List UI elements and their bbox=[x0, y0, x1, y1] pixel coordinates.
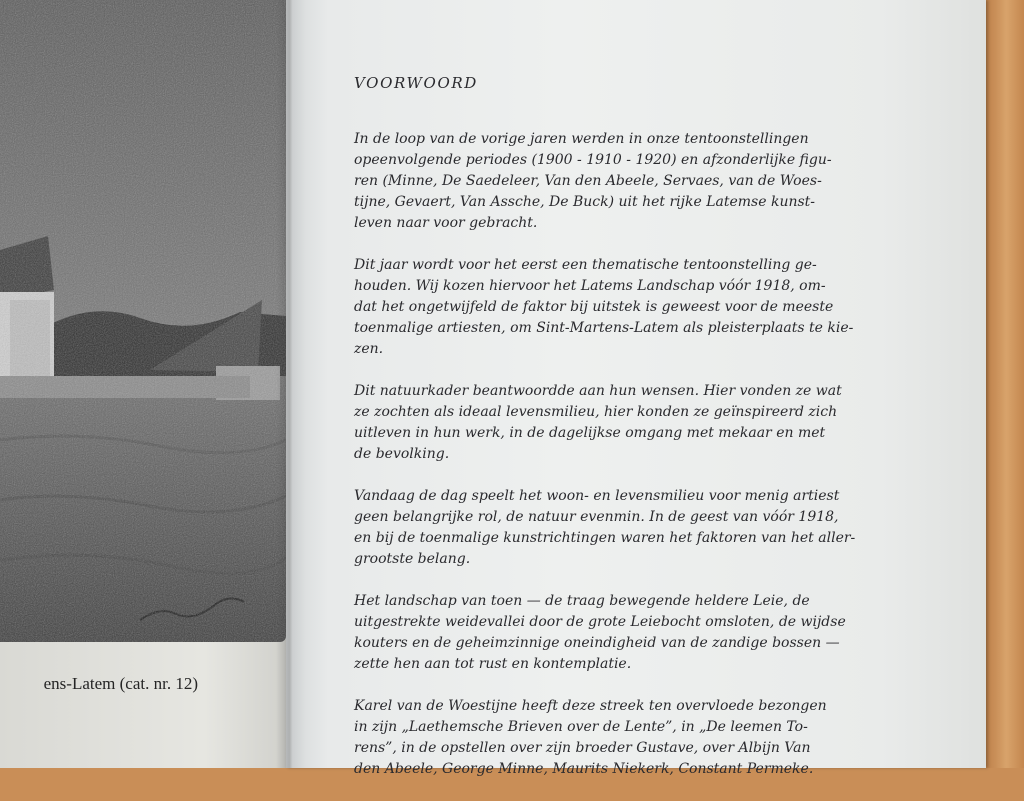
text-line: kouters en de geheimzinnige oneindigheid van de zandige bossen — bbox=[354, 635, 840, 651]
text-line: In de loop van de vorige jaren werden in onze tentoonstellingen bbox=[354, 131, 809, 147]
text-line: Dit natuurkader beantwoordde aan hun wensen. Hier vonden ze wat bbox=[354, 383, 842, 399]
page-heading: VOORWOORD bbox=[354, 74, 478, 92]
paragraph bbox=[354, 591, 890, 675]
caption-text: ens-Latem (cat. nr. 12) bbox=[43, 674, 198, 693]
paragraph bbox=[354, 129, 890, 234]
wooden-table bbox=[980, 0, 1024, 768]
text-line: den Abeele, George Minne, Maurits Niekerk, Constant Permeke. bbox=[354, 761, 814, 777]
text-line: de bevolking. bbox=[354, 446, 450, 462]
text-line: opeenvolgende periodes (1900 - 1910 - 1920) en afzonderlijke figu- bbox=[354, 152, 832, 168]
text-line: zen. bbox=[354, 341, 384, 357]
text-line: tijne, Gevaert, Van Assche, De Buck) uit het rijke Latemse kunst- bbox=[354, 194, 816, 210]
text-line: Vandaag de dag speelt het woon- en levensmilieu voor menig artiest bbox=[354, 488, 840, 504]
photo-caption bbox=[0, 672, 290, 698]
text-line: dat het ongetwijfeld de faktor bij uitstek is geweest voor de meeste bbox=[354, 299, 834, 315]
text-line: Het landschap van toen — de traag bewegende heldere Leie, de bbox=[354, 593, 810, 609]
text-line: ze zochten als ideaal levensmilieu, hier konden ze geïnspireerd zich bbox=[354, 404, 838, 420]
text-line: in zijn „Laethemsche Brieven over de Lente”, in „De leemen To- bbox=[354, 719, 808, 735]
text-line: zette hen aan tot rust en kontemplatie. bbox=[354, 656, 632, 672]
text-line: toenmalige artiesten, om Sint-Martens-Latem als pleisterplaats te kie- bbox=[354, 320, 854, 336]
paragraphs bbox=[354, 129, 890, 780]
text-line: Dit jaar wordt voor het eerst een thematische tentoonstelling ge- bbox=[354, 257, 817, 273]
right-page bbox=[286, 0, 986, 777]
text-line: en bij de toenmalige kunstrichtingen waren het faktoren van het aller- bbox=[354, 530, 856, 546]
text-line: leven naar voor gebracht. bbox=[354, 215, 538, 231]
text-column bbox=[354, 74, 890, 801]
landscape-photo bbox=[0, 0, 286, 642]
text-line: ren (Minne, De Saedeleer, Van den Abeele, Servaes, van de Woes- bbox=[354, 173, 822, 189]
text-line: grootste belang. bbox=[354, 551, 471, 567]
text-line: uitgestrekte weidevallei door de grote Leiebocht omsloten, de wijdse bbox=[354, 614, 846, 630]
text-line: rens”, in de opstellen over zijn broeder Gustave, over Albijn Van bbox=[354, 740, 811, 756]
paragraph bbox=[354, 255, 890, 360]
text-line: houden. Wij kozen hiervoor het Latems Landschap vóór 1918, om- bbox=[354, 278, 826, 294]
text-line: Karel van de Woestijne heeft deze streek ten overvloede bezongen bbox=[354, 698, 827, 714]
paragraph bbox=[354, 696, 890, 780]
text-line: uitleven in hun werk, in de dagelijkse omgang met mekaar en met bbox=[354, 425, 826, 441]
left-page bbox=[0, 0, 292, 768]
book-gutter bbox=[276, 0, 306, 768]
paragraph bbox=[354, 381, 890, 465]
paragraph bbox=[354, 486, 890, 570]
text-line: geen belangrijke rol, de natuur evenmin. In de geest van vóór 1918, bbox=[354, 509, 839, 525]
